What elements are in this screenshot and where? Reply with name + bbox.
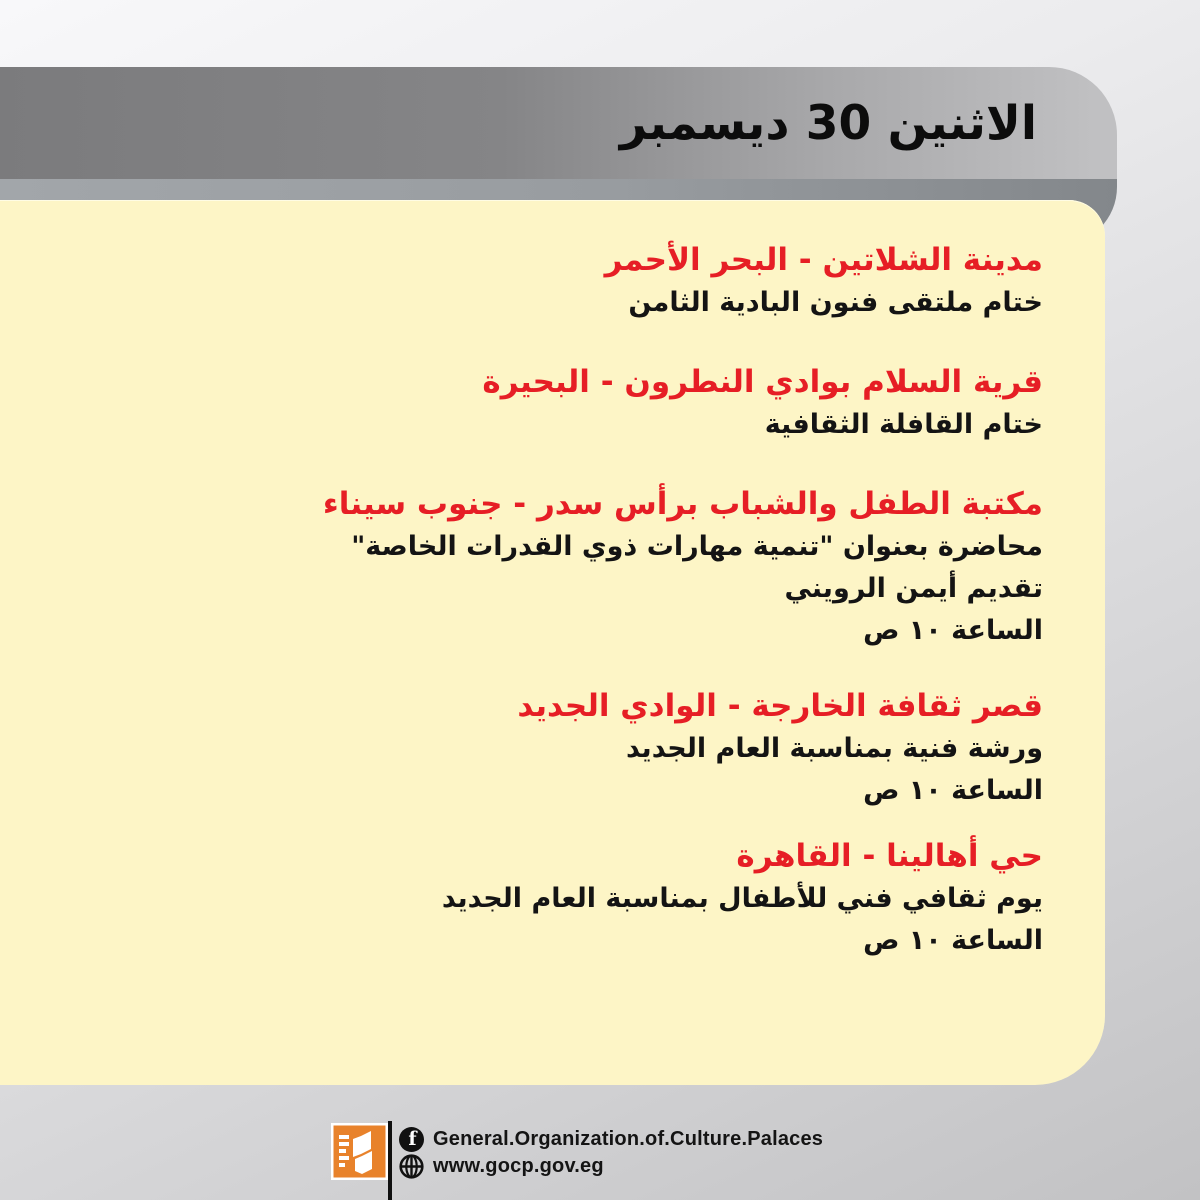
- event-item: [43, 360, 1105, 446]
- event-location: مكتبة الطفل والشباب برأس سدر - جنوب سيناء: [322, 486, 1043, 522]
- event-description: ورشة فنية بمناسبة العام الجديد: [625, 733, 1043, 764]
- event-item: [43, 834, 1105, 962]
- event-description: يوم ثقافي فني للأطفال بمناسبة العام الجديد: [441, 883, 1043, 914]
- event-location: قصر ثقافة الخارجة - الوادي الجديد: [517, 688, 1043, 724]
- event-time: الساعة ١٠ ص: [863, 775, 1043, 806]
- event-location: مدينة الشلاتين - البحر الأحمر: [604, 242, 1043, 278]
- gocp-logo-icon: [331, 1123, 388, 1180]
- globe-icon: [399, 1154, 424, 1179]
- event-time: الساعة ١٠ ص: [863, 615, 1043, 646]
- footer-divider: [388, 1121, 392, 1200]
- event-description: ختام القافلة الثقافية: [764, 409, 1043, 440]
- event-description: محاضرة بعنوان "تنمية مهارات ذوي القدرات الخاصة": [351, 531, 1043, 562]
- event-item: [43, 482, 1105, 652]
- events-panel: [0, 200, 1105, 1085]
- facebook-icon: f: [399, 1127, 424, 1152]
- facebook-handle[interactable]: General.Organization.of.Culture.Palaces: [433, 1128, 824, 1150]
- event-time: الساعة ١٠ ص: [863, 925, 1043, 956]
- event-location: حي أهالينا - القاهرة: [736, 838, 1043, 874]
- date-title: الاثنين 30 ديسمبر: [619, 95, 1037, 151]
- event-item: [43, 684, 1105, 812]
- website-row: [399, 1154, 604, 1179]
- event-item: [43, 238, 1105, 324]
- event-presenter: تقديم أيمن الرويني: [784, 573, 1043, 604]
- facebook-row: [399, 1127, 823, 1152]
- website-url[interactable]: www.gocp.gov.eg: [433, 1155, 604, 1177]
- event-location: قرية السلام بوادي النطرون - البحيرة: [482, 364, 1043, 400]
- event-description: ختام ملتقى فنون البادية الثامن: [628, 287, 1043, 318]
- date-banner: [0, 67, 1117, 179]
